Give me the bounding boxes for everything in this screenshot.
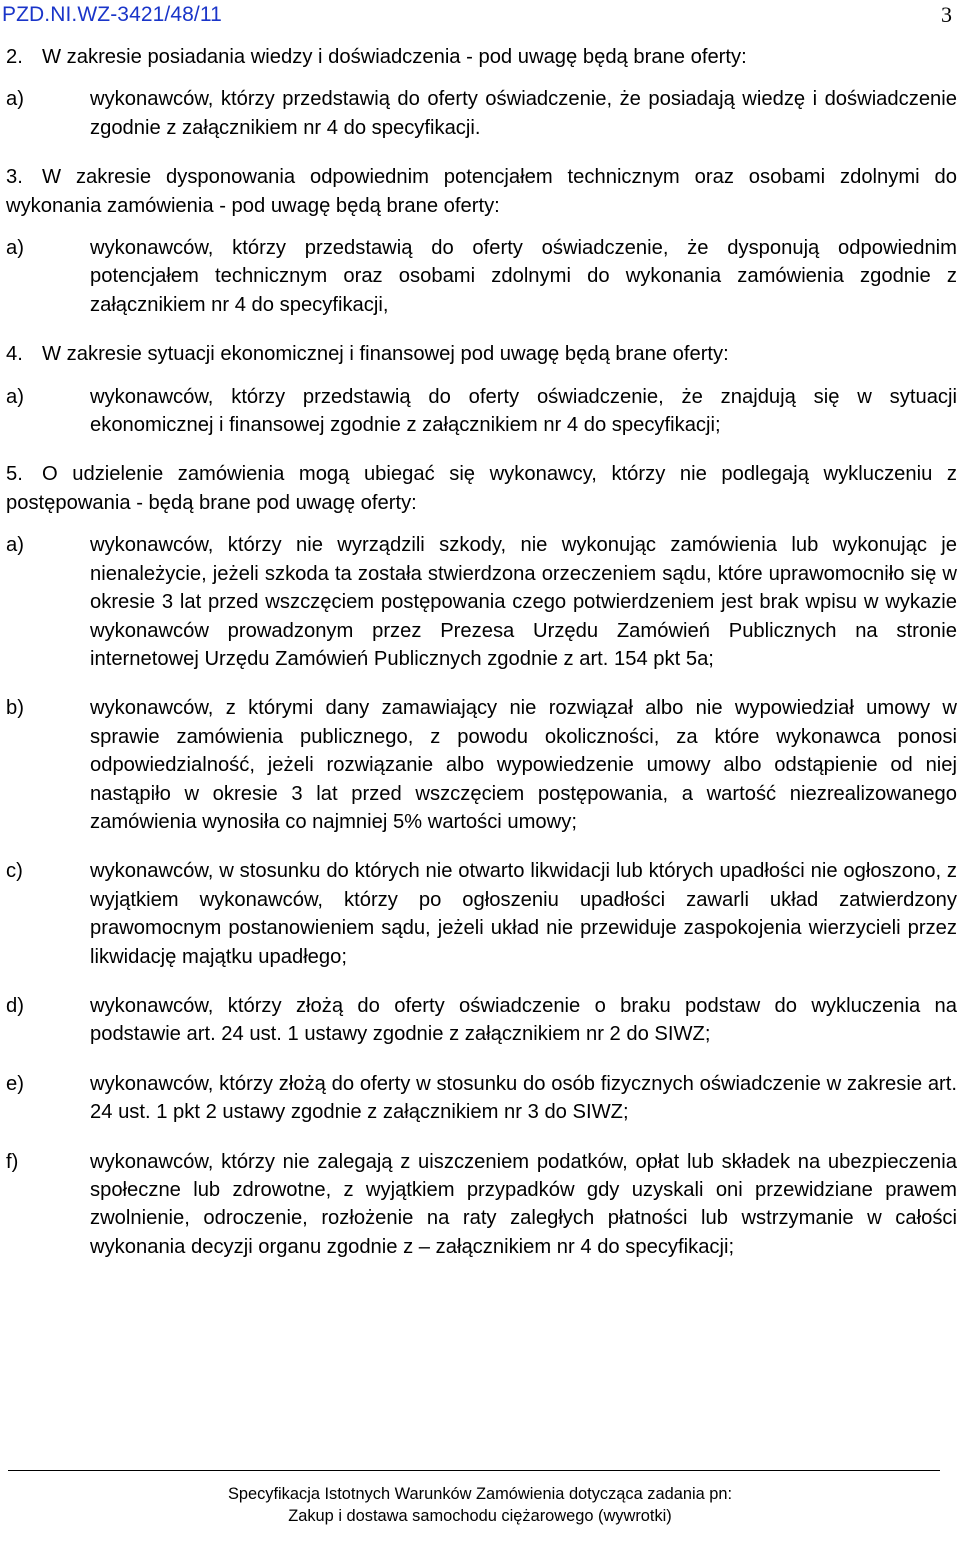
section-2 <box>6 43 957 142</box>
page-header <box>2 0 952 30</box>
list-item <box>6 234 957 319</box>
footer-line-2: Zakup i dostawa samochodu ciężarowego (wywrotki) <box>288 1507 672 1525</box>
section-heading <box>6 43 957 71</box>
section-heading <box>6 163 957 220</box>
section-heading <box>6 340 957 368</box>
section-number: 2. <box>6 46 23 68</box>
item-text: wykonawców, którzy przedstawią do oferty oświadczenie, że posiadają wiedzę i doświadczenie zgodnie z załącznikiem nr 4 do specyfikacji. <box>90 88 957 139</box>
list-item <box>6 694 957 836</box>
list-item <box>6 531 957 673</box>
section-5 <box>6 460 957 1261</box>
item-label: f) <box>6 1150 19 1173</box>
list-item <box>6 992 957 1049</box>
list-item <box>6 85 957 142</box>
section-number: 4. <box>6 343 23 366</box>
section-text: W zakresie dysponowania odpowiednim potencjałem technicznym oraz osobami zdolnymi do wykonania zamówienia - pod uwagę będą brane oferty: <box>6 166 957 217</box>
footer-line-1: Specyfikacja Istotnych Warunków Zamówienia dotycząca zadania pn: <box>227 1485 733 1503</box>
section-4 <box>6 340 957 439</box>
item-label: a) <box>6 88 24 111</box>
item-text: wykonawców, którzy przedstawią do oferty oświadczenie, że znajdują się w sytuacji ekonomicznej i finansowej zgodnie z załącznikiem nr 4 do specyfikacji; <box>90 385 957 437</box>
item-label: c) <box>6 860 23 883</box>
item-text: wykonawców, którzy przedstawią do oferty oświadczenie, że dysponują odpowiednim potencjałem technicznym oraz osobami zdolnymi do wykonania zamówienia zgodnie z załącznikiem nr 4 do specyfikacji, <box>90 237 957 316</box>
item-text: wykonawców, którzy złożą do oferty w stosunku do osób fizycznych oświadczenie w zakresie art. 24 ust. 1 pkt 2 ustawy zgodnie z załącznikiem nr 3 do SIWZ; <box>90 1072 957 1124</box>
document-reference: PZD.NI.WZ-3421/48/11 <box>2 3 222 26</box>
page-number: 3 <box>941 2 952 27</box>
item-text: wykonawców, którzy nie zalegają z uiszczeniem podatków, opłat lub składek na ubezpieczenia społeczne lub zdrowotne, z wyjątkiem przypadków gdy uzyskali oni przewidziane prawem zwolnienie, odroczenie, rozłożenie na raty zaległych płatności lub wstrzymanie w całości wykonania decyzji organu zgodnie z – załącznikiem nr 4 do specyfikacji; <box>90 1150 957 1258</box>
page-footer <box>0 1483 960 1527</box>
item-text: wykonawców, którzy złożą do oferty oświadczenie o braku podstaw do wykluczenia na podstawie art. 24 ust. 1 ustawy zgodnie z załącznikiem nr 2 do SIWZ; <box>90 994 957 1046</box>
list-item <box>6 1148 957 1262</box>
section-text: W zakresie posiadania wiedzy i doświadczenia - pod uwagę będą brane oferty: <box>42 46 747 68</box>
section-heading <box>6 460 957 517</box>
item-label: d) <box>6 994 24 1017</box>
item-text: wykonawców, z którymi dany zamawiający nie rozwiązał albo nie wypowiedział umowy w sprawie zamówienia publicznego, z powodu okoliczności, za które wykonawca ponosi odpowiedzialność, jeżeli rozwiązanie albo wypowiedzenie umowy albo odstąpienie od niej nastąpiło w okresie 3 lat przed wszczęciem postępowania, a wartość niezrealizowanego zamówienia wynosiła co najmniej 5% wartości umowy; <box>90 697 957 833</box>
footer-divider <box>8 1470 940 1471</box>
document-body <box>6 43 957 1282</box>
item-text: wykonawców, w stosunku do których nie otwarto likwidacji lub których upadłości nie ogłoszono, z wyjątkiem wykonawców, którzy po ogłoszeniu upadłości zawarli układ zatwierdzony prawomocnym postanowieniem sądu, jeżeli układ nie przewiduje zaspokojenia wierzycieli przez likwidację majątku upadłego; <box>90 860 957 968</box>
list-item <box>6 383 957 440</box>
list-item <box>6 857 957 971</box>
item-label: b) <box>6 697 24 720</box>
section-number: 5. <box>6 463 23 486</box>
item-label: e) <box>6 1072 24 1095</box>
list-item <box>6 1070 957 1127</box>
item-text: wykonawców, którzy nie wyrządzili szkody, nie wykonując zamówienia lub wykonując je nienależycie, jeżeli szkoda ta została stwierdzona orzeczeniem sądu, które uprawomocniło się w okresie 3 lat przed wszczęciem postępowania czego potwierdzeniem jest brak wpisu w wykazie wykonawców prowadzonym przez Prezesa Urzędu Zamówień Publicznych na stronie internetowej Urzędu Zamówień Publicznych zgodnie z art. 154 pkt 5a; <box>90 534 957 670</box>
section-text: W zakresie sytuacji ekonomicznej i finansowej pod uwagę będą brane oferty: <box>42 343 729 366</box>
item-label: a) <box>6 534 24 557</box>
section-number: 3. <box>6 166 23 189</box>
section-text: O udzielenie zamówienia mogą ubiegać się wykonawcy, którzy nie podlegają wykluczeniu z postępowania - będą brane pod uwagę oferty: <box>6 463 957 514</box>
item-label: a) <box>6 237 24 260</box>
item-label: a) <box>6 385 24 408</box>
section-3 <box>6 163 957 319</box>
